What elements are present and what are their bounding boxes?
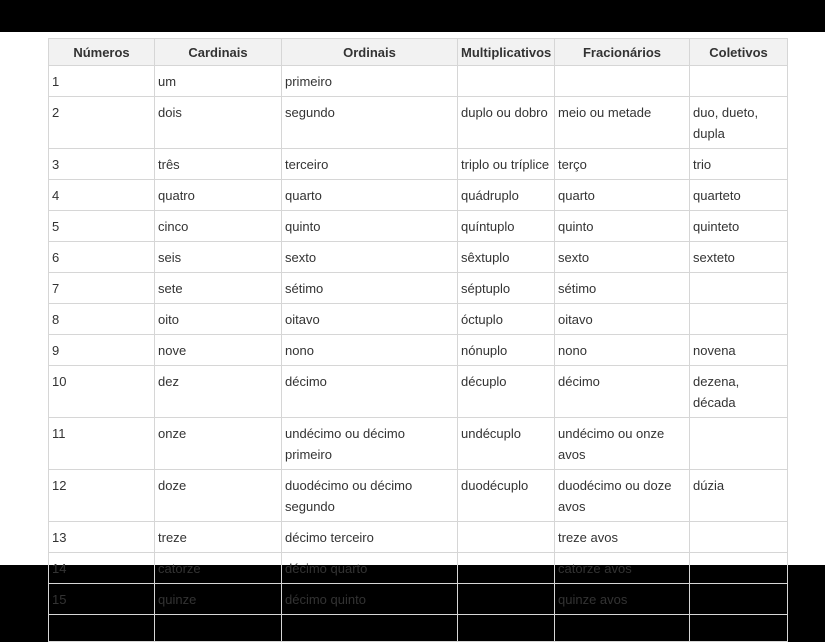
cell-multiplicativo: nónuplo [458, 335, 555, 366]
header-numeros: Números [49, 39, 155, 66]
cell-coletivo: duo, dueto, dupla [690, 97, 788, 149]
cell-numero: 7 [49, 273, 155, 304]
cell-coletivo [690, 615, 788, 642]
cell-ordinal: quarto [282, 180, 458, 211]
cell-fracionario: sétimo [555, 273, 690, 304]
cell-multiplicativo: triplo ou tríplice [458, 149, 555, 180]
table-row [49, 242, 788, 273]
cell-numero: 12 [49, 470, 155, 522]
cell-fracionario: quinto [555, 211, 690, 242]
cell-multiplicativo: duodécuplo [458, 470, 555, 522]
cell-numero [49, 615, 155, 642]
cell-coletivo [690, 304, 788, 335]
document-page [0, 32, 825, 607]
table-row [49, 149, 788, 180]
cell-multiplicativo: undécuplo [458, 418, 555, 470]
cell-ordinal: duodécimo ou décimo segundo [282, 470, 458, 522]
cell-coletivo [690, 273, 788, 304]
header-fracionarios: Fracionários [555, 39, 690, 66]
cell-cardinal: três [155, 149, 282, 180]
cell-ordinal [282, 615, 458, 642]
cell-fracionario: décimo [555, 366, 690, 418]
cell-fracionario [555, 615, 690, 642]
cell-numero: 9 [49, 335, 155, 366]
header-ordinais: Ordinais [282, 39, 458, 66]
cell-coletivo: dezena, década [690, 366, 788, 418]
cell-cardinal: onze [155, 418, 282, 470]
cell-numero: 6 [49, 242, 155, 273]
cell-multiplicativo [458, 522, 555, 553]
cell-multiplicativo [458, 615, 555, 642]
cell-fracionario [555, 66, 690, 97]
cell-coletivo: quarteto [690, 180, 788, 211]
table-body [49, 66, 788, 642]
cell-coletivo [690, 522, 788, 553]
cell-cardinal: sete [155, 273, 282, 304]
cell-cardinal: catorze [155, 553, 282, 584]
cell-numero: 1 [49, 66, 155, 97]
table-row [49, 418, 788, 470]
cell-coletivo: sexteto [690, 242, 788, 273]
header-cardinais: Cardinais [155, 39, 282, 66]
cell-numero: 5 [49, 211, 155, 242]
cell-multiplicativo [458, 553, 555, 584]
table-row [49, 66, 788, 97]
table-header-row [49, 39, 788, 66]
cell-multiplicativo: séptuplo [458, 273, 555, 304]
cell-numero: 15 [49, 584, 155, 615]
cell-ordinal: décimo terceiro [282, 522, 458, 553]
header-coletivos: Coletivos [690, 39, 788, 66]
cell-cardinal: dois [155, 97, 282, 149]
table-row [49, 180, 788, 211]
header-multiplicativos: Multiplicativos [458, 39, 555, 66]
cell-ordinal: primeiro [282, 66, 458, 97]
cell-numero: 11 [49, 418, 155, 470]
cell-cardinal: seis [155, 242, 282, 273]
cell-cardinal: quatro [155, 180, 282, 211]
cell-coletivo: dúzia [690, 470, 788, 522]
cell-fracionario: quarto [555, 180, 690, 211]
cell-ordinal: segundo [282, 97, 458, 149]
cell-ordinal: sétimo [282, 273, 458, 304]
cell-multiplicativo [458, 584, 555, 615]
cell-multiplicativo [458, 66, 555, 97]
table-row [49, 97, 788, 149]
cell-cardinal: cinco [155, 211, 282, 242]
cell-fracionario: terço [555, 149, 690, 180]
cell-fracionario: quinze avos [555, 584, 690, 615]
cell-cardinal: oito [155, 304, 282, 335]
cell-cardinal [155, 615, 282, 642]
cell-coletivo [690, 553, 788, 584]
cell-coletivo [690, 418, 788, 470]
cell-cardinal: doze [155, 470, 282, 522]
cell-coletivo: trio [690, 149, 788, 180]
cell-fracionario: catorze avos [555, 553, 690, 584]
table-row [49, 304, 788, 335]
cell-fracionario: sexto [555, 242, 690, 273]
cell-ordinal: sexto [282, 242, 458, 273]
cell-numero: 2 [49, 97, 155, 149]
cell-numero: 14 [49, 553, 155, 584]
table-row [49, 553, 788, 584]
cell-ordinal: nono [282, 335, 458, 366]
table-row [49, 584, 788, 615]
cell-fracionario: treze avos [555, 522, 690, 553]
table-row [49, 470, 788, 522]
cell-multiplicativo: óctuplo [458, 304, 555, 335]
table-row [49, 522, 788, 553]
cell-numero: 13 [49, 522, 155, 553]
table-row [49, 273, 788, 304]
cell-numero: 3 [49, 149, 155, 180]
cell-ordinal: terceiro [282, 149, 458, 180]
cell-multiplicativo: quádruplo [458, 180, 555, 211]
cell-numero: 8 [49, 304, 155, 335]
cell-coletivo [690, 66, 788, 97]
cell-ordinal: quinto [282, 211, 458, 242]
cell-multiplicativo: sêxtuplo [458, 242, 555, 273]
cell-fracionario: nono [555, 335, 690, 366]
cell-fracionario: meio ou metade [555, 97, 690, 149]
cell-cardinal: um [155, 66, 282, 97]
cell-multiplicativo: duplo ou dobro [458, 97, 555, 149]
cell-cardinal: nove [155, 335, 282, 366]
cell-coletivo [690, 584, 788, 615]
cell-numero: 4 [49, 180, 155, 211]
table-row [49, 211, 788, 242]
cell-numero: 10 [49, 366, 155, 418]
cell-ordinal: undécimo ou décimo primeiro [282, 418, 458, 470]
cell-multiplicativo: décuplo [458, 366, 555, 418]
cell-cardinal: quinze [155, 584, 282, 615]
table-row [49, 615, 788, 642]
cell-fracionario: undécimo ou onze avos [555, 418, 690, 470]
cell-coletivo: novena [690, 335, 788, 366]
cell-fracionario: duodécimo ou doze avos [555, 470, 690, 522]
cell-coletivo: quinteto [690, 211, 788, 242]
cell-ordinal: décimo quinto [282, 584, 458, 615]
cell-ordinal: décimo [282, 366, 458, 418]
cell-ordinal: oitavo [282, 304, 458, 335]
cell-cardinal: dez [155, 366, 282, 418]
cell-fracionario: oitavo [555, 304, 690, 335]
cell-multiplicativo: quíntuplo [458, 211, 555, 242]
numerals-table [48, 38, 788, 642]
table-row [49, 335, 788, 366]
table-row [49, 366, 788, 418]
cell-cardinal: treze [155, 522, 282, 553]
cell-ordinal: décimo quarto [282, 553, 458, 584]
